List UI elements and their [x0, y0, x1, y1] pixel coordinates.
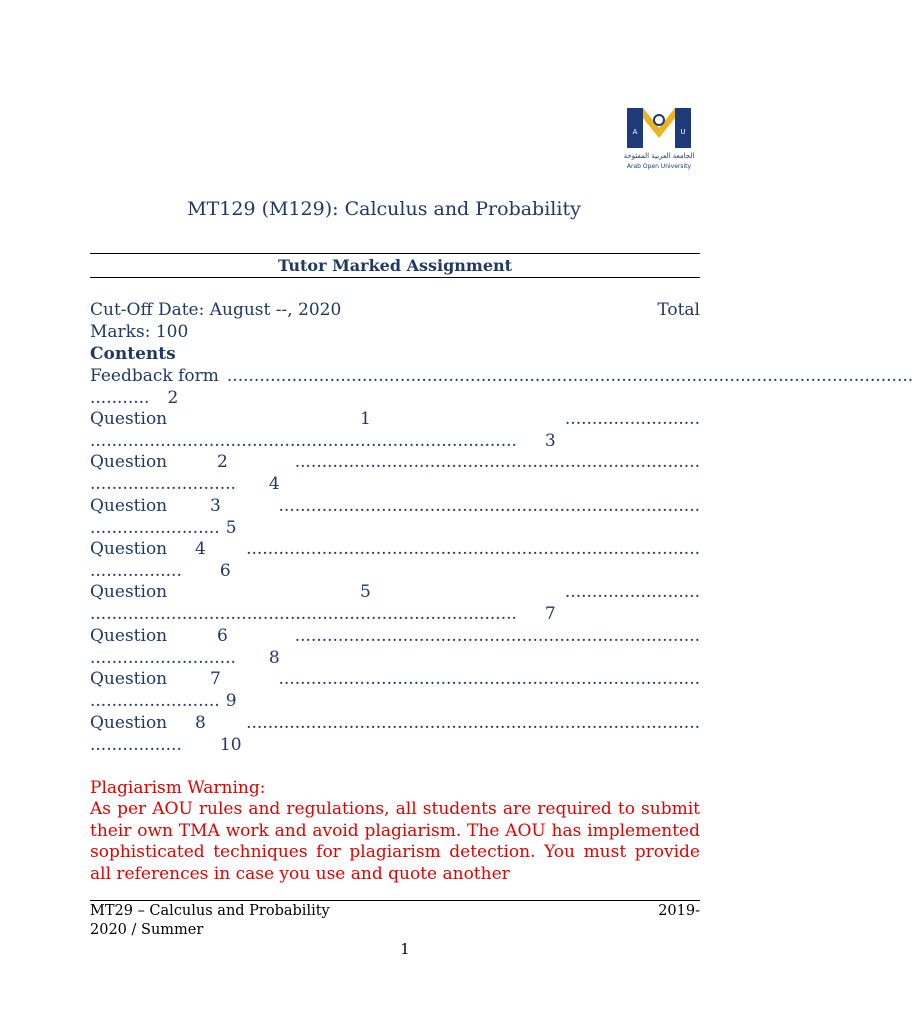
toc-entry-page: 3	[544, 431, 556, 451]
toc-entry-page: 2	[167, 388, 179, 408]
toc-entry[interactable]	[90, 366, 913, 388]
toc-leader: ..............................................................................	[278, 669, 700, 689]
footer-line-1	[90, 903, 700, 919]
toc-entry-page: 10	[219, 735, 242, 755]
toc-entry-page: 8	[268, 648, 280, 668]
toc-entry-cont	[90, 431, 700, 453]
document-subtitle: Tutor Marked Assignment	[277, 256, 513, 275]
plagiarism-warning-text: As per AOU rules and regulations, all students are required to submit their own TMA work and avoid plagiarism. The AOU has implemented sophisticated techniques for plagiarism detection. You must provide all references in case you use and quote another	[90, 799, 700, 885]
toc-leader: ..............................................................................	[278, 496, 700, 516]
toc-leader: .........................	[564, 409, 700, 429]
toc-entry-label: Question	[90, 669, 168, 689]
toc-leader: ...........	[90, 388, 150, 408]
toc-entry-number: 4	[195, 539, 206, 559]
toc-entry-label: Question	[90, 582, 168, 602]
logo-english-name: Arab Open University	[626, 163, 692, 170]
toc-entry-cont	[90, 691, 700, 713]
toc-leader: ....................................................................................	[246, 713, 700, 733]
contents-heading: Contents	[90, 344, 176, 364]
toc-entry[interactable]	[90, 582, 700, 604]
page-number: 1	[400, 942, 410, 958]
cutoff-line	[90, 300, 700, 322]
toc-entry[interactable]	[90, 669, 700, 691]
toc-leader: .................	[90, 561, 182, 581]
university-logo	[624, 104, 694, 174]
toc-entry-page: 4	[268, 474, 280, 494]
toc-entry-page: 5	[225, 518, 237, 538]
toc-entry-page: 6	[219, 561, 231, 581]
toc-entry-cont	[90, 561, 700, 583]
toc-leader: ...........................................................................	[294, 452, 700, 472]
toc-entry-label: Feedback form	[90, 366, 219, 386]
toc-entry-number: 1	[360, 409, 371, 429]
toc-leader: ........................	[90, 691, 220, 711]
toc-leader: .........................	[564, 582, 700, 602]
toc-entry-number: 8	[195, 713, 206, 733]
toc-entry[interactable]	[90, 409, 700, 431]
toc-entry[interactable]	[90, 626, 700, 648]
toc-entry-cont	[90, 735, 700, 757]
toc-leader: ...............................................................................	[90, 431, 517, 451]
rule-bottom	[90, 277, 700, 278]
rule-top	[90, 253, 700, 254]
svg-text:U: U	[680, 128, 686, 136]
toc-entry-page: 7	[544, 604, 556, 624]
toc-entry-page: 9	[225, 691, 237, 711]
toc-leader: ........................	[90, 518, 220, 538]
toc-entry-number: 2	[217, 452, 228, 472]
toc-entry-label: Question	[90, 496, 168, 516]
toc-entry-cont	[90, 474, 700, 496]
total-label: Total	[657, 300, 700, 320]
toc-entry-label: Question	[90, 539, 168, 559]
marks-line: Marks: 100	[90, 322, 189, 342]
cutoff-date: Cut-Off Date: August --, 2020	[90, 300, 342, 320]
toc-entry-label: Question	[90, 452, 168, 472]
svg-text:A: A	[632, 128, 638, 136]
toc-leader: ...........................	[90, 648, 236, 668]
toc-entry-cont	[90, 388, 700, 410]
document-title: MT129 (M129): Calculus and Probability	[187, 198, 581, 220]
toc-entry-label: Question	[90, 409, 168, 429]
toc-entry-number: 7	[210, 669, 221, 689]
toc-leader: ...........................	[90, 474, 236, 494]
toc-entry-cont	[90, 648, 700, 670]
footer-rule	[90, 900, 700, 901]
toc-leader: .................	[90, 735, 182, 755]
toc-entry[interactable]	[90, 452, 700, 474]
plagiarism-warning-heading: Plagiarism Warning:	[90, 778, 266, 798]
footer-year: 2019-	[658, 903, 700, 919]
toc-entry-label: Question	[90, 713, 168, 733]
toc-entry-cont	[90, 604, 700, 626]
toc-leader: ...............................................................................................................................	[226, 366, 913, 386]
toc-entry-number: 6	[217, 626, 228, 646]
footer-term: 2020 / Summer	[90, 922, 204, 938]
toc-leader: ...........................................................................	[294, 626, 700, 646]
toc-entry[interactable]	[90, 496, 700, 518]
toc-entry-number: 5	[360, 582, 371, 602]
toc-entry-label: Question	[90, 626, 168, 646]
footer-course: MT29 – Calculus and Probability	[90, 903, 330, 919]
toc-leader: ...............................................................................	[90, 604, 517, 624]
toc-entry-number: 3	[210, 496, 221, 516]
logo-arabic-name: الجامعة العربية المفتوحة	[623, 152, 695, 160]
toc-entry[interactable]	[90, 539, 700, 561]
toc-leader: ....................................................................................	[246, 539, 700, 559]
toc-entry[interactable]	[90, 713, 700, 735]
toc-entry-cont	[90, 518, 700, 540]
